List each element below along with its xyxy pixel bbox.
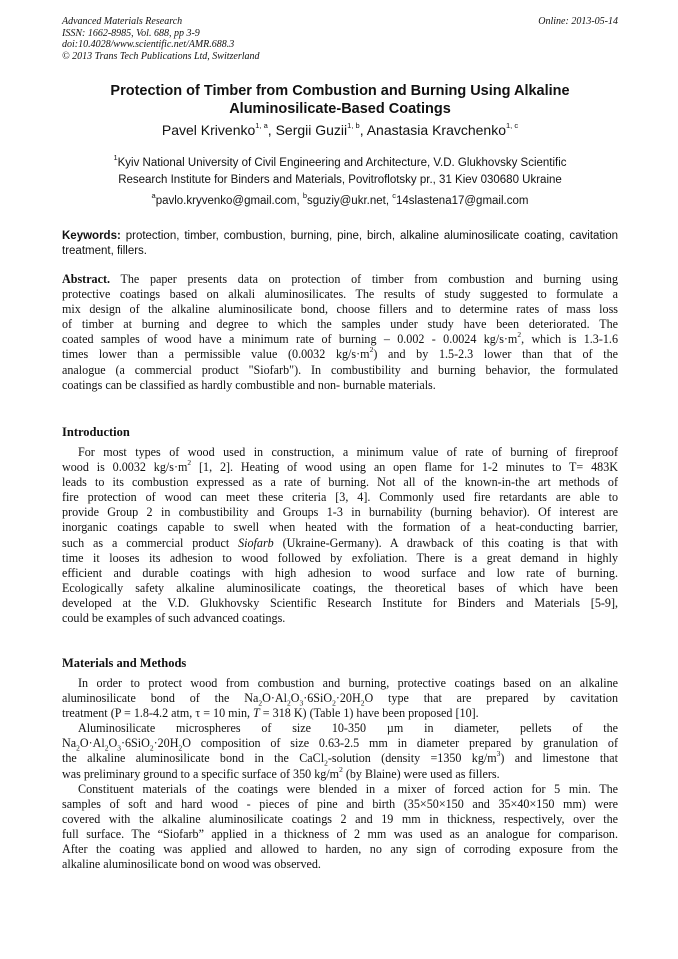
keywords <box>62 229 618 259</box>
email-link[interactable]: 14slastena17@gmail.com <box>395 195 529 207</box>
abstract-label: Abstract. <box>62 272 111 286</box>
email-link[interactable]: pavlo.kryvenko@gmail.com <box>155 195 297 207</box>
author-sup: 1, b <box>347 121 360 131</box>
paper-title <box>62 82 618 118</box>
journal-header <box>62 16 618 62</box>
title-line-2: Aluminosilicate-Based Coatings <box>229 101 451 117</box>
email-link[interactable]: sguziy@ukr.net <box>307 195 386 207</box>
affiliation-line-2: Research Institute for Binders and Materials, Povitroflotsky pr., 31 Kiev 030680 Ukraine <box>118 174 562 186</box>
keywords-text: protection, timber, combustion, burning, pine, birch, alkaline aluminosilicate coating, cavitation treatment, fillers. <box>62 230 618 257</box>
online-date: Online: 2013-05-14 <box>538 16 618 27</box>
email-list: $^a$pavlo.kryvenko@gmail.com, $^b$sguziy@ukr.net, $^c$14slastena17@gmail.com <box>151 191 529 207</box>
materials-body: In order to protect wood from combustion and burning, protective coatings based on an alkaline aluminosilicate bond of the $Na_2O\cdot Al_2O_3\cdot 6SiO_2\cdot 20H_2O$ type that are prepared by cavitation treatment (P = 1.8-4.2 atm, τ = 10 min, T = 318 K) (Table 1) have been proposed [10]. Aluminosilicate microspheres of size 10-350 µm in diameter, pellets of the $Na_2O\cdot Al_2O_3\cdot 6SiO_2\cdot 20H_2O$ composition of size 0.63-2.5 mm in diameter prepared by granulation of the alkaline aluminosilicate bond in the CaCl$_2$-solution (density =1350 $kg/m^3$) and limestone that was preliminary ground to a specific surface of 350 $kg/m^2$ (by Blaine) were used as fillers. Constituent materials of the coatings were blended in a mixer of forced action for 5 min. The samples of soft and hard wood - pieces of pine and birth (35×50×150 and 35×40×150 mm) were covered with the alkaline aluminosilicate coatings 2 and 19 mm in thickness, respectively, over the full surface. The “Siofarb” applied in a thickness of 2 mm was used as an analogue for comparison. After the coating was applied and allowed to harden, no any sign of corroding exposure from the alkaline aluminosilicate bond on wood was observed. <box>62 676 618 872</box>
email-sup: a <box>151 191 156 201</box>
section-heading-materials: Materials and Methods <box>62 656 187 670</box>
issn-line: ISSN: 1662-8985, Vol. 688, pp 3-9 <box>62 27 200 39</box>
author-sup: 1, a <box>255 121 268 131</box>
author-list: Pavel Krivenko$^{1, a}$, Sergii Guzii$^{1, b}$, Anastasia Kravchenko$^{1, c}$ <box>161 121 519 138</box>
email-sup: b <box>302 191 308 201</box>
author-name: Pavel Krivenko <box>161 122 256 138</box>
affiliation-line-1: Kyiv National University of Civil Engineering and Architecture, V.D. Glukhovsky Scientific <box>117 157 567 169</box>
author-name: Sergii Guzii <box>275 122 348 138</box>
title-line-1: Protection of Timber from Combustion and Burning Using Alkaline <box>110 83 570 99</box>
copyright-line: © 2013 Trans Tech Publications Ltd, Switzerland <box>62 50 260 62</box>
keywords-label: Keywords: <box>62 230 121 242</box>
affiliation-sup: 1 <box>113 153 118 163</box>
author-sup: 1, c <box>506 121 519 131</box>
journal-name: Advanced Materials Research <box>62 16 183 27</box>
doi-line: doi:10.4028/www.scientific.net/AMR.688.3 <box>62 39 235 50</box>
section-heading-introduction: Introduction <box>62 425 130 439</box>
affiliation <box>62 155 618 189</box>
author-name: Anastasia Kravchenko <box>366 122 507 138</box>
abstract: Abstract. The paper presents data on protection of timber from combustion and burning using protective coatings based on alkali aluminosilicates. The results of study suggested to formulate a mix design of the alkaline aluminosilicate bond, choose fillers and to determine rates of mass loss of timber at burning and degree to which the samples under study have been deteriorated. The coated samples of wood have a minimum rate of burning – 0.002 - 0.0024 $kg/s\cdot m^2$, which is 1.3-1.6 times lower than a permissible value (0.0032 $kg/s\cdot m^2$) and by 1.5-2.3 lower than that of the analogue (a commercial product "Siofarb"). In combustibility and burning behavior, the formulated coatings can be classified as hardly combustible and non- burnable materials. <box>62 272 619 392</box>
email-sup: c <box>392 191 396 201</box>
introduction-body: For most types of wood used in construction, a minimum value of rate of burning of fireproof wood is 0.0032 $kg/s\cdot m^2$ [1, 2]. Heating of wood using an open flame for 1-2 minutes to T= 483K leads to its combustion expressed as a rate of burning. Not all of the known-in-the art methods of fire protection of wood can meet these criteria [3, 4]. Commonly used fire retardants are able to provide Group 2 in combustibility and Groups 1-3 in burnability (burning behavior). Of interest are inorganic coatings capable to swell when heated with the formation of a heat-conducting barrier, such as a commercial product Siofarb (Ukraine-Germany). A drawback of this coating is that with time it looses its adhesion to wood followed by exfoliation. There is a great demand in highly efficient and durable coatings with high adhesion to wood surface and low rate of burning. Ecologically safety alkaline aluminosilicate coatings, the theoretical bases of which have been developed at the V.D. Glukhovsky Scientific Research Institute for Binders and Materials [5-9], could be examples of such advanced coatings. <box>62 445 619 626</box>
